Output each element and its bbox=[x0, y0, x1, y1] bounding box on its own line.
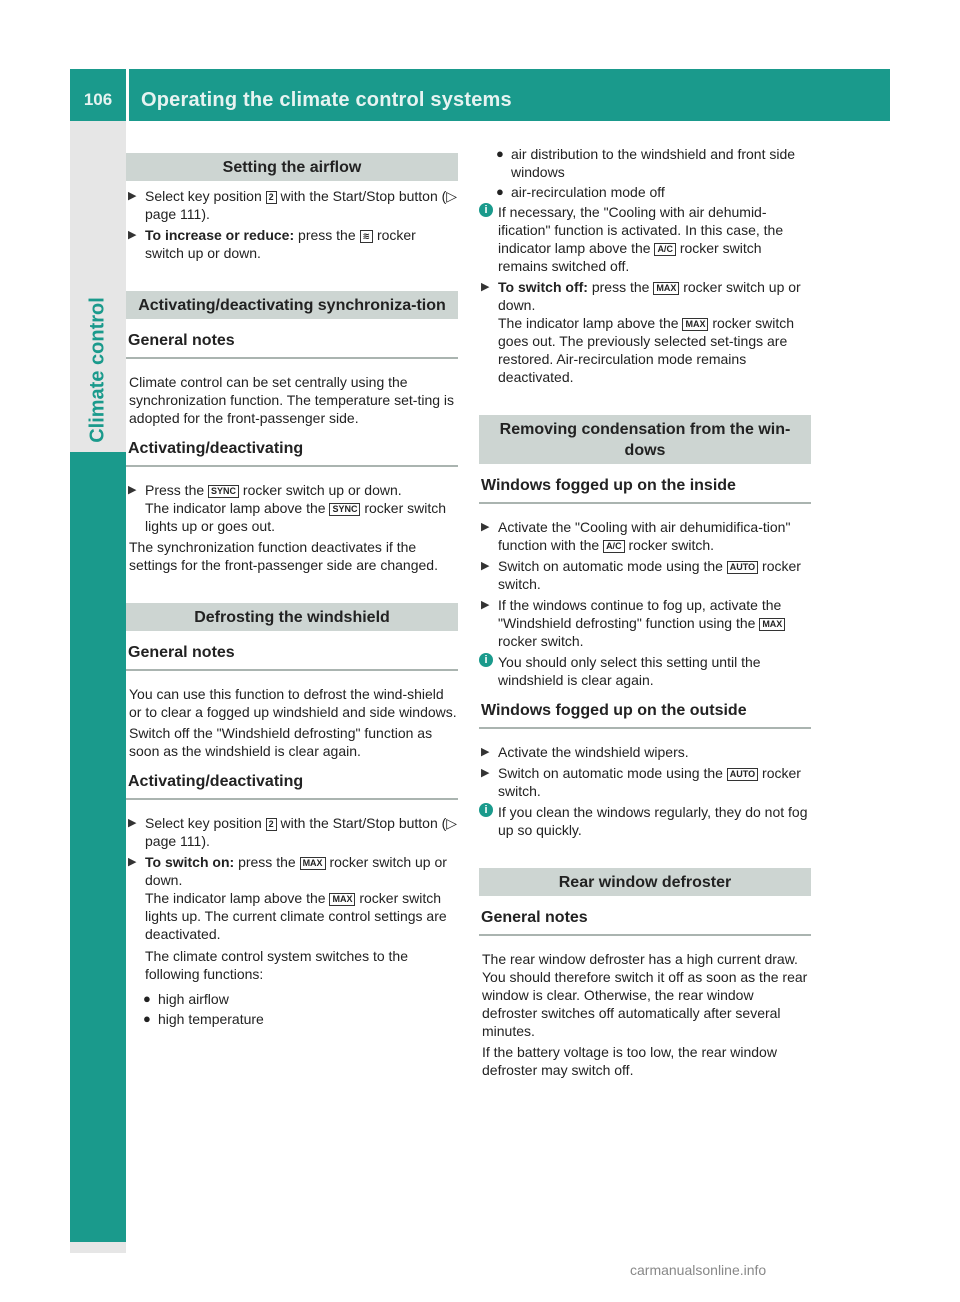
key-2-icon: 2 bbox=[266, 191, 277, 204]
info-note: i If you clean the windows regularly, they do not fog up so quickly. bbox=[479, 803, 811, 839]
key-2-icon: 2 bbox=[266, 818, 277, 831]
instruction-step: ▶ To increase or reduce: press the ≋ rocker switch up or down. bbox=[128, 227, 416, 261]
arrow-icon: ▶ bbox=[128, 856, 137, 868]
max-defrost-key-icon: MAX bbox=[300, 857, 326, 870]
info-icon: i bbox=[479, 803, 493, 817]
list-item: ● high airflow bbox=[143, 991, 229, 1007]
instruction-step: ▶ If the windows continue to fog up, activate the "Windshield defrosting" function using the MAX rocker switch. bbox=[481, 596, 811, 650]
instruction-step: ▶ Activate the windshield wipers. bbox=[481, 744, 689, 760]
info-icon: i bbox=[479, 653, 493, 667]
arrow-icon: ▶ bbox=[481, 767, 490, 779]
paragraph: You can use this function to defrost the wind-shield or to clear a fogged up windshield and side windows. bbox=[129, 686, 457, 720]
subheading: Windows fogged up on the outside bbox=[479, 701, 811, 729]
subheading: General notes bbox=[479, 908, 811, 936]
list-item: ● air distribution to the windshield and front side windows bbox=[496, 146, 796, 180]
section-heading: Setting the airflow bbox=[126, 153, 458, 181]
list-item: ● air-recirculation mode off bbox=[496, 184, 665, 200]
arrow-icon: ▶ bbox=[481, 599, 490, 611]
arrow-icon: ▶ bbox=[128, 229, 137, 241]
max-defrost-key-icon: MAX bbox=[682, 318, 708, 331]
section-heading: Removing condensation from the win-dows bbox=[479, 415, 811, 464]
paragraph: Switch off the "Windshield defrosting" function as soon as the windshield is clear again. bbox=[129, 725, 433, 759]
paragraph: If the battery voltage is too low, the rear window defroster may switch off. bbox=[482, 1044, 777, 1078]
instruction-step: ▶ Press the SYNC rocker switch up or down. The indicator lamp above the SYNC rocker switch lights up or goes out. bbox=[128, 482, 447, 534]
section-heading: Rear window defroster bbox=[479, 868, 811, 896]
arrow-icon: ▶ bbox=[481, 746, 490, 758]
header-divider bbox=[126, 69, 129, 121]
arrow-icon: ▶ bbox=[128, 484, 137, 496]
subheading: Activating/deactivating bbox=[126, 772, 458, 800]
auto-key-icon: AUTO bbox=[727, 561, 758, 574]
subheading: Windows fogged up on the inside bbox=[479, 476, 811, 504]
instruction-step: ▶ To switch off: press the MAX rocker switch up or down. The indicator lamp above the MAX rocker switch goes out. The previously selected set-tings are restored. Air-recirculation mode remains deactivated. bbox=[481, 279, 801, 385]
instruction-step: ▶ Select key position 2 with the Start/Stop button (▷ page 111). bbox=[128, 188, 458, 222]
chapter-tab bbox=[70, 452, 126, 1242]
auto-key-icon: AUTO bbox=[727, 768, 758, 781]
page-number: 106 bbox=[83, 90, 113, 109]
instruction-step: ▶ To switch on: press the MAX rocker switch up or down. The indicator lamp above the MAX rocker switch lights up. The current climate control settings are deactivated. The climate control system switches to the following functions: bbox=[128, 854, 447, 982]
instruction-step: ▶ Switch on automatic mode using the AUTO rocker switch. bbox=[481, 558, 801, 592]
max-defrost-key-icon: MAX bbox=[329, 893, 355, 906]
page-title: Operating the climate control systems bbox=[141, 89, 512, 111]
paragraph: The rear window defroster has a high current draw. You should therefore switch it off as soon as the rear window is clear. Otherwise, the rear window defroster switches off automatically after several minutes. bbox=[482, 951, 808, 1039]
arrow-icon: ▶ bbox=[128, 190, 137, 202]
left-column bbox=[126, 145, 458, 1030]
paragraph: Climate control can be set centrally using the synchronization function. The temperature set-ting is adopted for the front-passenger side. bbox=[129, 374, 455, 426]
arrow-icon: ▶ bbox=[481, 521, 490, 533]
bullet-icon: ● bbox=[496, 184, 504, 199]
chapter-label: Climate control bbox=[86, 297, 109, 443]
arrow-icon: ▶ bbox=[481, 281, 490, 293]
subheading: Activating/deactivating bbox=[126, 439, 458, 467]
ac-key-icon: A/C bbox=[654, 243, 676, 256]
instruction-step: ▶ Select key position 2 with the Start/Stop button (▷ page 111). bbox=[128, 815, 458, 849]
instruction-step: ▶ Switch on automatic mode using the AUTO rocker switch. bbox=[481, 765, 801, 799]
ac-key-icon: A/C bbox=[603, 540, 625, 553]
max-defrost-key-icon: MAX bbox=[759, 618, 785, 631]
instruction-step: ▶ Activate the "Cooling with air dehumidifica-tion" function with the A/C rocker switch. bbox=[481, 519, 791, 553]
paragraph: The synchronization function deactivates if the settings for the front-passenger side are changed. bbox=[129, 539, 438, 573]
bullet-icon: ● bbox=[143, 1011, 151, 1026]
bullet-icon: ● bbox=[143, 991, 151, 1006]
list-item: ● high temperature bbox=[143, 1011, 264, 1027]
arrow-icon: ▶ bbox=[481, 560, 490, 572]
bullet-icon: ● bbox=[496, 146, 504, 161]
subheading: General notes bbox=[126, 331, 458, 359]
info-icon: i bbox=[479, 203, 493, 217]
info-note: i You should only select this setting until the windshield is clear again. bbox=[479, 653, 811, 689]
watermark: carmanualsonline.info bbox=[630, 1262, 767, 1278]
right-column bbox=[479, 145, 811, 1082]
section-heading: Defrosting the windshield bbox=[126, 603, 458, 631]
section-heading: Activating/deactivating synchroniza-tion bbox=[126, 291, 458, 319]
arrow-icon: ▶ bbox=[128, 817, 137, 829]
subheading: General notes bbox=[126, 643, 458, 671]
sync-key-icon: SYNC bbox=[329, 503, 360, 516]
airflow-key-icon: ≋ bbox=[360, 230, 374, 243]
info-note: i If necessary, the "Cooling with air dehumid-ification" function is activated. In this case, the indicator lamp above the A/C rocker switch remains switched off. bbox=[479, 203, 811, 275]
sync-key-icon: SYNC bbox=[208, 485, 239, 498]
max-defrost-key-icon: MAX bbox=[653, 282, 679, 295]
